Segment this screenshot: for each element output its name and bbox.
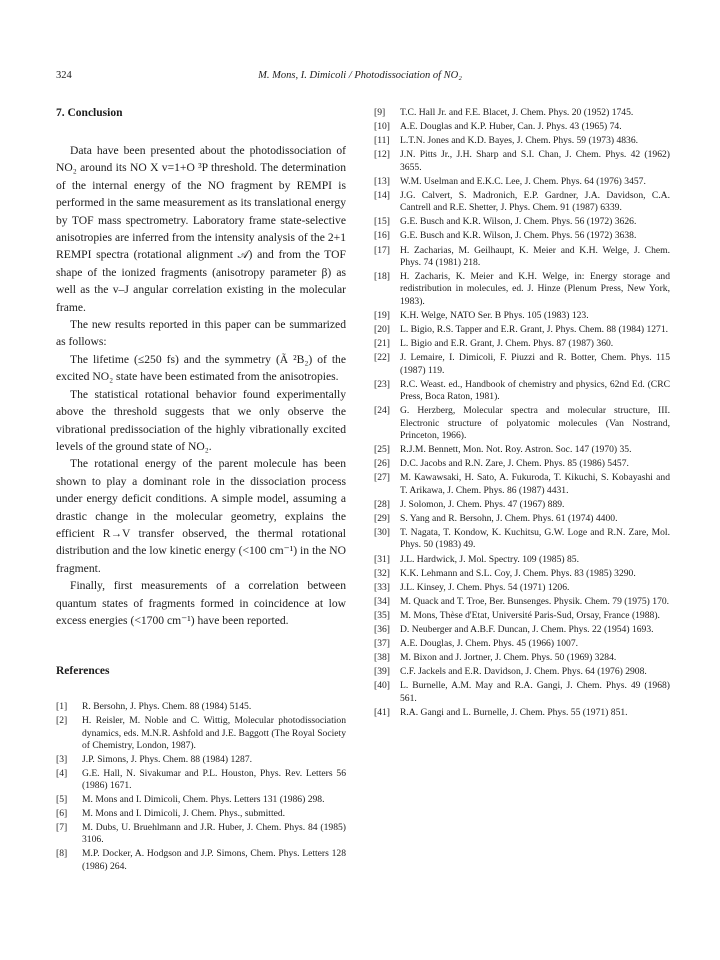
reference-text: J.N. Pitts Jr., J.H. Sharp and S.I. Chan, J. Chem. Phys. 42 (1962) 3655. <box>400 149 670 173</box>
reference-item <box>374 554 670 566</box>
reference-item <box>56 808 346 820</box>
reference-item <box>374 324 670 336</box>
reference-text: G. Herzberg, Molecular spectra and molecular structure, III. Electronic structure of polyatomic molecules (Van Nostrand, Princeton, 1966). <box>400 405 670 442</box>
reference-number: [2] <box>56 715 68 727</box>
reference-item <box>374 405 670 442</box>
reference-text: K.K. Lehmann and S.L. Coy, J. Chem. Phys. 83 (1985) 3290. <box>400 567 636 579</box>
reference-number: [33] <box>374 581 390 593</box>
reference-number: [40] <box>374 680 390 692</box>
reference-item <box>374 499 670 511</box>
running-title: M. Mons, I. Dimicoli / Photodissociation of NO₂ <box>258 70 462 81</box>
reference-number: [22] <box>374 352 390 364</box>
reference-number: [18] <box>374 271 390 283</box>
reference-number: [12] <box>374 149 390 161</box>
reference-text: J.L. Kinsey, J. Chem. Phys. 54 (1971) 1206. <box>400 581 570 593</box>
reference-text: R.J.M. Bennett, Mon. Not. Roy. Astron. Soc. 147 (1970) 35. <box>400 444 632 456</box>
reference-item <box>374 568 670 580</box>
reference-number: [1] <box>56 701 68 713</box>
reference-number: [16] <box>374 230 390 242</box>
reference-text: M. Quack and T. Troe, Ber. Bunsenges. Physik. Chem. 79 (1975) 170. <box>400 595 670 607</box>
reference-item <box>374 638 670 650</box>
reference-number: [4] <box>56 767 68 779</box>
reference-number: [20] <box>374 324 390 336</box>
reference-text: M. Dubs, U. Bruehlmann and J.R. Huber, J. Chem. Phys. 84 (1985) 3106. <box>82 822 346 846</box>
reference-item <box>56 848 346 873</box>
reference-item <box>374 527 670 552</box>
reference-text: L. Bigio, R.S. Tapper and E.R. Grant, J. Phys. Chem. 88 (1984) 1271. <box>400 324 669 336</box>
reference-text: D.C. Jacobs and R.N. Zare, J. Chem. Phys. 85 (1986) 5457. <box>400 458 629 470</box>
conclusion-paragraph: Data have been presented about the photodissociation of NO₂ around its NO X v=1+O ³P threshold. The determination of the internal energy of the NO fragment by REMPI is performed in the same measurement as its translational energy by TOF mass spectrometry. Laboratory frame state-selective anisotropies are inferred from the intensity analysis of the 2+1 REMPI spectra (rotational alignment 𝒜) and from the TOF shape of the ionized fragments (anisotropy parameter β) as well as the v–J angular correlation existing in the molecular frame. <box>56 144 346 314</box>
reference-item <box>374 680 670 705</box>
references-list-right <box>374 107 670 719</box>
reference-text: R. Bersohn, J. Phys. Chem. 88 (1984) 5145. <box>82 701 252 713</box>
reference-number: [6] <box>56 808 68 820</box>
reference-number: [41] <box>374 706 390 718</box>
reference-number: [21] <box>374 338 390 350</box>
reference-item <box>374 596 670 608</box>
reference-item <box>56 715 346 752</box>
reference-item <box>374 352 670 377</box>
reference-item <box>374 310 670 322</box>
reference-text: H. Zacharis, K. Meier and K.H. Welge, in: Energy storage and redistribution in molecules, ed. J. Hinze (Plenum Press, New York, 1983). <box>400 271 670 307</box>
references-list-left <box>56 701 346 873</box>
reference-item <box>56 822 346 847</box>
reference-item <box>374 379 670 404</box>
reference-number: [31] <box>374 553 390 565</box>
reference-item <box>56 754 346 766</box>
reference-item <box>374 338 670 350</box>
reference-text: G.E. Hall, N. Sivakumar and P.L. Houston, Phys. Rev. Letters 56 (1986) 1671. <box>82 767 346 792</box>
reference-number: [39] <box>374 666 390 678</box>
reference-text: L.T.N. Jones and K.D. Bayes, J. Chem. Phys. 59 (1973) 4836. <box>400 135 639 147</box>
reference-item <box>374 271 670 308</box>
reference-text: L. Bigio and E.R. Grant, J. Chem. Phys. 87 (1987) 360. <box>400 338 614 350</box>
conclusion-paragraph: The rotational energy of the parent molecule has been shown to play a dominant role in the dissociation process under energy deficit conditions. A simple model, assuming a drastic change in the molecular geometry, explains the efficient R→V transfer observed, the thermal rotational distribution and the low kinetic energy (<100 cm⁻¹) in the NO fragment. <box>56 457 346 575</box>
reference-text: T.C. Hall Jr. and F.E. Blacet, J. Chem. Phys. 20 (1952) 1745. <box>400 107 634 118</box>
reference-text: T. Nagata, T. Kondow, K. Kuchitsu, G.W. Loge and R.N. Zare, Mol. Phys. 50 (1983) 49. <box>400 527 670 551</box>
reference-item <box>374 582 670 594</box>
reference-text: H. Reisler, M. Noble and C. Wittig, Molecular photodissociation dynamics, eds. M.N.R. Ashfold and J.E. Baggott (The Royal Society of Chemistry, London, 1987). <box>82 715 346 752</box>
reference-item <box>374 176 670 188</box>
reference-text: G.E. Busch and K.R. Wilson, J. Chem. Phys. 56 (1972) 3638. <box>400 230 637 242</box>
conclusion-paragraph: The new results reported in this paper can be summarized as follows: <box>56 318 346 349</box>
reference-text: R.C. Weast. ed., Handbook of chemistry and physics, 62nd Ed. (CRC Press, Boca Raton, 1981). <box>400 378 670 403</box>
reference-number: [37] <box>374 638 390 650</box>
reference-item <box>374 610 670 622</box>
reference-item <box>374 107 670 119</box>
reference-text: L. Burnelle, A.M. May and R.A. Gangi, J. Chem. Phys. 49 (1968) 561. <box>400 680 670 704</box>
conclusion-paragraph: The lifetime (≤250 fs) and the symmetry (Ã ²B₂) of the excited NO₂ state have been estimated from the anisotropies. <box>56 352 346 384</box>
reference-text: A.E. Douglas, J. Chem. Phys. 45 (1966) 1007. <box>400 638 579 650</box>
conclusion-paragraph: Finally, first measurements of a correlation between quantum states of fragments formed in coincidence at low excess energies (<1700 cm⁻¹) have been reported. <box>56 579 346 627</box>
reference-number: [17] <box>374 244 390 256</box>
reference-text: K.H. Welge, NATO Ser. B Phys. 105 (1983) 123. <box>400 309 589 321</box>
reference-number: [14] <box>374 189 390 201</box>
reference-text: J.L. Hardwick, J. Mol. Spectry. 109 (1985) 85. <box>400 553 579 565</box>
reference-text: D. Neuberger and A.B.F. Duncan, J. Chem. Phys. 22 (1954) 1693. <box>400 624 654 635</box>
reference-number: [9] <box>374 107 386 118</box>
reference-number: [26] <box>374 458 390 470</box>
page-number: 324 <box>56 70 72 81</box>
reference-text: M. Mons and I. Dimicoli, Chem. Phys. Letters 131 (1986) 298. <box>82 794 325 806</box>
reference-item <box>374 652 670 664</box>
reference-number: [30] <box>374 527 390 539</box>
reference-item <box>374 707 670 719</box>
reference-text: J. Solomon, J. Chem. Phys. 47 (1967) 889. <box>400 498 565 510</box>
reference-number: [24] <box>374 405 390 417</box>
reference-number: [5] <box>56 794 68 806</box>
reference-number: [32] <box>374 567 390 579</box>
reference-number: [28] <box>374 498 390 510</box>
reference-number: [7] <box>56 822 68 834</box>
reference-number: [38] <box>374 652 390 664</box>
reference-text: M. Mons, Thèse d'Etat, Université Paris-Sud, Orsay, France (1988). <box>400 609 660 621</box>
reference-item <box>374 216 670 228</box>
reference-item <box>56 701 346 713</box>
reference-number: [19] <box>374 309 390 321</box>
conclusion-paragraph: The statistical rotational behavior found experimentally above the threshold suggests that we only observe the vibrational predissociation of the highly vibrationally excited levels of the ground state of NO₂. <box>56 387 346 453</box>
reference-text: M. Mons and I. Dimicoli, J. Chem. Phys., submitted. <box>82 808 286 820</box>
reference-text: M.P. Docker, A. Hodgson and J.P. Simons, Chem. Phys. Letters 128 (1986) 264. <box>82 848 346 872</box>
reference-item <box>374 135 670 147</box>
reference-item <box>374 472 670 497</box>
reference-number: [25] <box>374 444 390 456</box>
reference-number: [3] <box>56 754 68 765</box>
reference-item <box>374 444 670 456</box>
reference-item <box>374 458 670 470</box>
reference-text: M. Kawawsaki, H. Sato, A. Fukuroda, T. Kikuchi, S. Kobayashi and T. Arikawa, J. Chem. Phys. 86 (1987) 4431. <box>400 472 670 496</box>
reference-item <box>374 190 670 215</box>
reference-text: H. Zacharias, M. Geilhaupt, K. Meier and K.H. Welge, J. Chem. Phys. 74 (1981) 218. <box>400 244 670 268</box>
reference-number: [23] <box>374 378 390 390</box>
references-heading: References <box>56 665 110 678</box>
reference-number: [13] <box>374 175 390 187</box>
reference-item <box>374 149 670 174</box>
reference-item <box>56 794 346 806</box>
conclusion-heading: 7. Conclusion <box>56 107 123 119</box>
reference-number: [11] <box>374 135 390 147</box>
reference-number: [35] <box>374 609 390 621</box>
reference-number: [8] <box>56 848 68 860</box>
reference-text: J.G. Calvert, S. Madronich, E.P. Gardner, J.A. Davidson, C.A. Cantrell and R.E. Shetter, J. Phys. Chem. 91 (1987) 6339. <box>400 189 670 214</box>
reference-number: [36] <box>374 624 390 635</box>
reference-number: [27] <box>374 472 390 484</box>
reference-text: M. Bixon and J. Jortner, J. Chem. Phys. 50 (1969) 3284. <box>400 652 617 664</box>
reference-item <box>374 513 670 525</box>
reference-text: J.P. Simons, J. Phys. Chem. 88 (1984) 1287. <box>82 754 253 765</box>
reference-text: S. Yang and R. Bersohn, J. Chem. Phys. 61 (1974) 4400. <box>400 512 618 524</box>
reference-item <box>374 666 670 678</box>
left-column <box>56 107 346 875</box>
reference-text: W.M. Uselman and E.K.C. Lee, J. Chem. Phys. 64 (1976) 3457. <box>400 175 646 187</box>
reference-number: [15] <box>374 216 390 228</box>
reference-number: [29] <box>374 512 390 524</box>
reference-item <box>56 768 346 793</box>
reference-item <box>374 230 670 242</box>
reference-text: R.A. Gangi and L. Burnelle, J. Chem. Phys. 55 (1971) 851. <box>400 706 628 718</box>
reference-text: A.E. Douglas and K.P. Huber, Can. J. Phys. 43 (1965) 74. <box>400 121 622 133</box>
reference-item <box>374 245 670 270</box>
reference-item <box>374 121 670 133</box>
reference-text: J. Lemaire, I. Dimicoli, F. Piuzzi and R. Botter, Chem. Phys. 115 (1987) 119. <box>400 352 670 376</box>
reference-text: G.E. Busch and K.R. Wilson, J. Chem. Phys. 56 (1972) 3626. <box>400 216 637 228</box>
reference-number: [10] <box>374 121 390 133</box>
reference-item <box>374 624 670 636</box>
reference-text: C.F. Jackels and E.R. Davidson, J. Chem. Phys. 64 (1976) 2908. <box>400 666 647 678</box>
reference-number: [34] <box>374 595 390 607</box>
right-column <box>374 107 670 721</box>
